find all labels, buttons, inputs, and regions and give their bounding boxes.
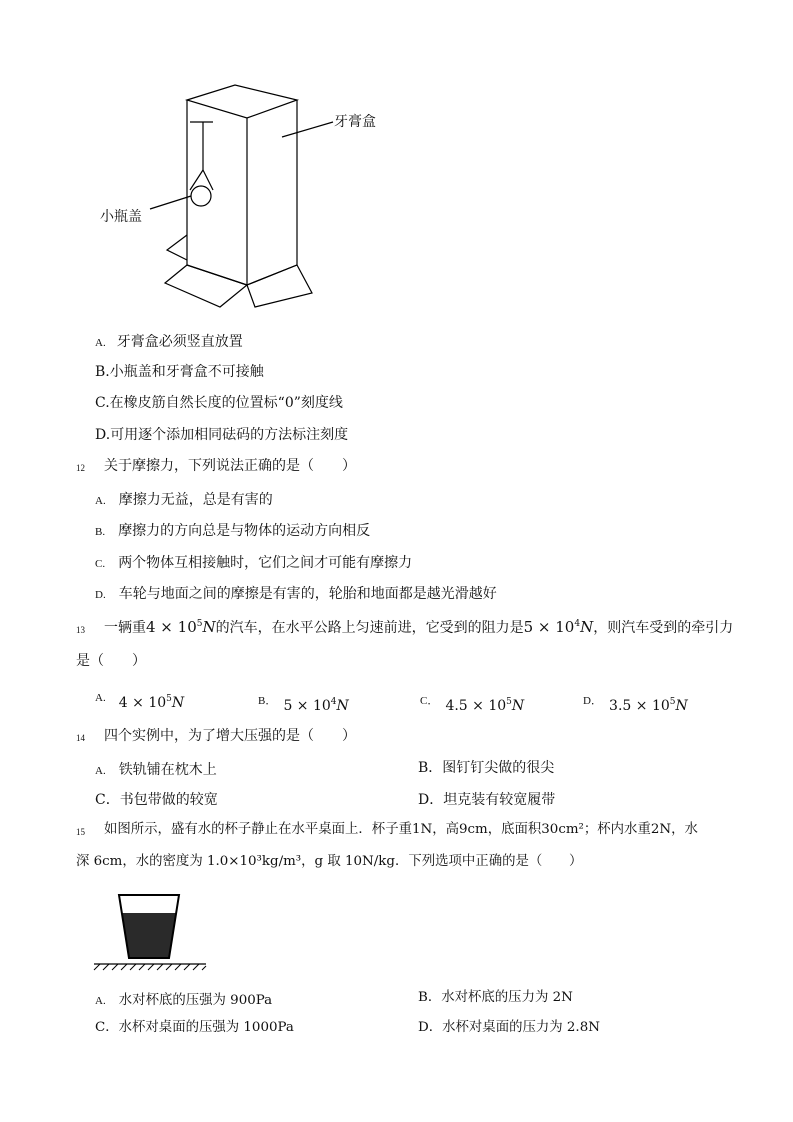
q14-option-c[interactable] [95,791,218,809]
question-stem-line-2: 深 6cm，水的密度为 1.0×10³kg/m³，g 取 10N/kg．下列选项中正确的是（ ） [76,854,583,869]
cup-of-water-drawing [92,890,212,970]
question-stem-line-2: 是（ ） [76,653,146,669]
q14-option-d[interactable] [418,791,555,809]
q12-option-b[interactable] [95,520,370,540]
q11-option-a[interactable] [95,331,243,351]
option-text: 水杯对桌面的压力为 2.8N [442,1020,600,1035]
q14-option-a[interactable] [95,759,217,779]
question-number: 14 [76,733,85,743]
question-number: 15 [76,827,85,837]
label-bottle-cap: 小瓶盖 [100,209,142,225]
option-text: 在橡皮筋自然长度的位置标“0”刻度线 [109,395,343,411]
option-text: 牙膏盒必须竖直放置 [116,334,243,350]
option-formula: $4.5 \times 10^5N$ [445,697,525,714]
option-letter: B． [418,760,443,776]
option-letter: D． [583,695,602,707]
q15-option-a[interactable] [95,989,272,1010]
option-letter: B． [418,990,442,1005]
question-number: 12 [76,463,85,473]
option-text: 摩擦力无益，总是有害的 [118,492,273,508]
option-formula: $4 \times 10^5N$ [118,694,185,711]
option-text: 图钉钉尖做的很尖 [442,760,555,776]
option-letter: B. [95,364,110,380]
option-text: 水对杯底的压力为 2N [441,990,573,1005]
option-letter: D. [95,589,106,601]
q11-option-b[interactable] [95,363,264,381]
option-formula: $3.5 \times 10^5N$ [609,697,688,714]
option-formula: $5 \times 10^4N$ [283,697,349,714]
q12-option-d[interactable] [95,583,497,603]
q13-option-d[interactable] [583,692,688,714]
question-stem: 四个实例中，为了增大压强的是（ ） [104,728,356,744]
option-letter: C． [95,1020,119,1035]
q12-option-c[interactable] [95,552,412,572]
option-letter: C． [95,792,120,808]
option-text: 摩擦力的方向总是与物体的运动方向相反 [118,523,371,539]
option-letter: A. [95,692,106,704]
option-letter: A. [95,495,106,507]
label-toothpaste-box: 牙膏盒 [334,114,376,130]
resistance-formula: $5 \times 10^4N$ [523,618,594,636]
option-letter: B． [258,695,277,707]
option-letter: C. [95,395,110,411]
q15-option-c[interactable] [95,1019,294,1037]
option-letter: B. [95,526,106,538]
question-number: 13 [76,625,85,635]
q14-option-b[interactable] [418,759,554,777]
option-letter: C. [95,558,106,570]
option-text: 铁轨铺在枕木上 [118,762,217,778]
q15-option-b[interactable] [418,989,573,1007]
q15-option-d[interactable] [418,1019,600,1037]
option-letter: A. [95,765,106,777]
option-text: 小瓶盖和牙膏盒不可接触 [109,364,264,380]
option-letter: D． [418,1020,443,1035]
option-letter: D. [95,427,111,443]
option-text: 水杯对桌面的压强为 1000Pa [118,1020,294,1035]
question-stem-line-1: 一辆重$4 \times 10^5N$的汽车，在水平公路上匀速前进，它受到的阻力是$5 \times 10^4N$，则汽车受到的牵引力 [104,618,734,636]
option-text: 两个物体互相接触时，它们之间才可能有摩擦力 [118,555,413,571]
q11-option-c[interactable] [95,394,343,412]
option-text: 水对杯底的压强为 900Pa [118,993,273,1008]
question-stem-line-1: 如图所示，盛有水的杯子静止在水平桌面上．杯子重1N，高9cm，底面积30cm²；杯内水重2N，水 [104,822,698,837]
option-letter: C． [420,695,439,707]
weight-formula: $4 \times 10^5N$ [146,618,216,636]
q12-option-a[interactable] [95,489,273,509]
option-letter: D． [418,792,444,808]
option-letter: A. [95,337,106,349]
option-text: 书包带做的较宽 [119,792,218,808]
question-stem: 关于摩擦力，下列说法正确的是（ ） [104,458,356,474]
q11-option-d[interactable] [95,426,348,444]
option-text: 车轮与地面之间的摩擦是有害的，轮胎和地面都是越光滑越好 [118,586,497,602]
option-text: 可用逐个添加相同砝码的方法标注刻度 [110,427,349,443]
option-text: 坦克装有较宽履带 [443,792,556,808]
q13-option-c[interactable] [420,692,524,714]
q13-option-a[interactable] [95,692,184,711]
option-letter: A. [95,995,106,1007]
q13-option-b[interactable] [258,692,349,714]
